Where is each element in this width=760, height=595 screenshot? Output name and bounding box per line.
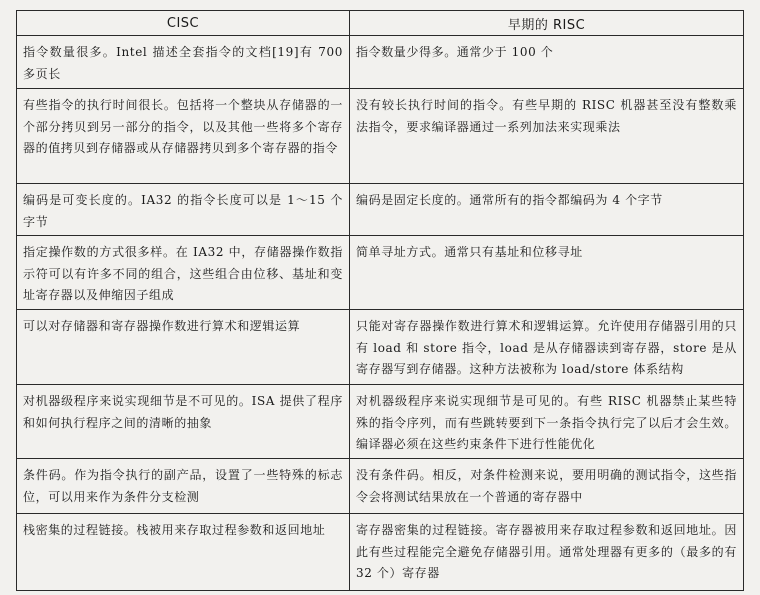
- table-row: [17, 385, 744, 459]
- table-row: [17, 459, 744, 514]
- risc-cell: 没有条件码。相反，对条件检测来说，要用明确的测试指令，这些指令会将测试结果放在一个普通的寄存器中: [350, 459, 744, 514]
- table-row: [17, 514, 744, 591]
- table-row: [17, 310, 744, 385]
- header-cisc: CISC: [17, 11, 350, 36]
- table-row: [17, 36, 744, 89]
- cisc-cell: 编码是可变长度的。IA32 的指令长度可以是 1～15 个字节: [17, 184, 350, 236]
- cisc-cell: 指定操作数的方式很多样。在 IA32 中，存储器操作数指示符可以有许多不同的组合，这些组合由位移、基址和变址寄存器以及伸缩因子组成: [17, 236, 350, 310]
- cisc-cell: 栈密集的过程链接。栈被用来存取过程参数和返回地址: [17, 514, 350, 591]
- risc-cell: 对机器级程序来说实现细节是可见的。有些 RISC 机器禁止某些特殊的指令序列，而有些跳转要到下一条指令执行完了以后才会生效。编译器必须在这些约束条件下进行性能优化: [350, 385, 744, 459]
- risc-cell: 寄存器密集的过程链接。寄存器被用来存取过程参数和返回地址。因此有些过程能完全避免存储器引用。通常处理器有更多的（最多的有 32 个）寄存器: [350, 514, 744, 591]
- risc-cell: 指令数量少得多。通常少于 100 个: [350, 36, 744, 89]
- cisc-cell: 指令数量很多。Intel 描述全套指令的文档[19]有 700 多页长: [17, 36, 350, 89]
- cisc-cell: 条件码。作为指令执行的副产品，设置了一些特殊的标志位，可以用来作为条件分支检测: [17, 459, 350, 514]
- risc-cell: 编码是固定长度的。通常所有的指令都编码为 4 个字节: [350, 184, 744, 236]
- risc-cell: 没有较长执行时间的指令。有些早期的 RISC 机器甚至没有整数乘法指令，要求编译器通过一系列加法来实现乘法: [350, 89, 744, 184]
- table-row: [17, 236, 744, 310]
- header-risc: 早期的 RISC: [350, 11, 744, 36]
- risc-cell: 简单寻址方式。通常只有基址和位移寻址: [350, 236, 744, 310]
- cisc-cell: 有些指令的执行时间很长。包括将一个整块从存储器的一个部分拷贝到另一部分的指令，以及其他一些将多个寄存器的值拷贝到存储器或从存储器拷贝到多个寄存器的指令: [17, 89, 350, 184]
- cisc-cell: 可以对存储器和寄存器操作数进行算术和逻辑运算: [17, 310, 350, 385]
- cisc-cell: 对机器级程序来说实现细节是不可见的。ISA 提供了程序和如何执行程序之间的清晰的抽象: [17, 385, 350, 459]
- cisc-risc-comparison-table: [16, 10, 744, 591]
- table-row: [17, 89, 744, 184]
- table-row: [17, 184, 744, 236]
- risc-cell: 只能对寄存器操作数进行算术和逻辑运算。允许使用存储器引用的只有 load 和 store 指令，load 是从存储器读到寄存器，store 是从寄存器写到存储器。这种方法被称为 load/store 体系结构: [350, 310, 744, 385]
- table-header-row: [17, 11, 744, 36]
